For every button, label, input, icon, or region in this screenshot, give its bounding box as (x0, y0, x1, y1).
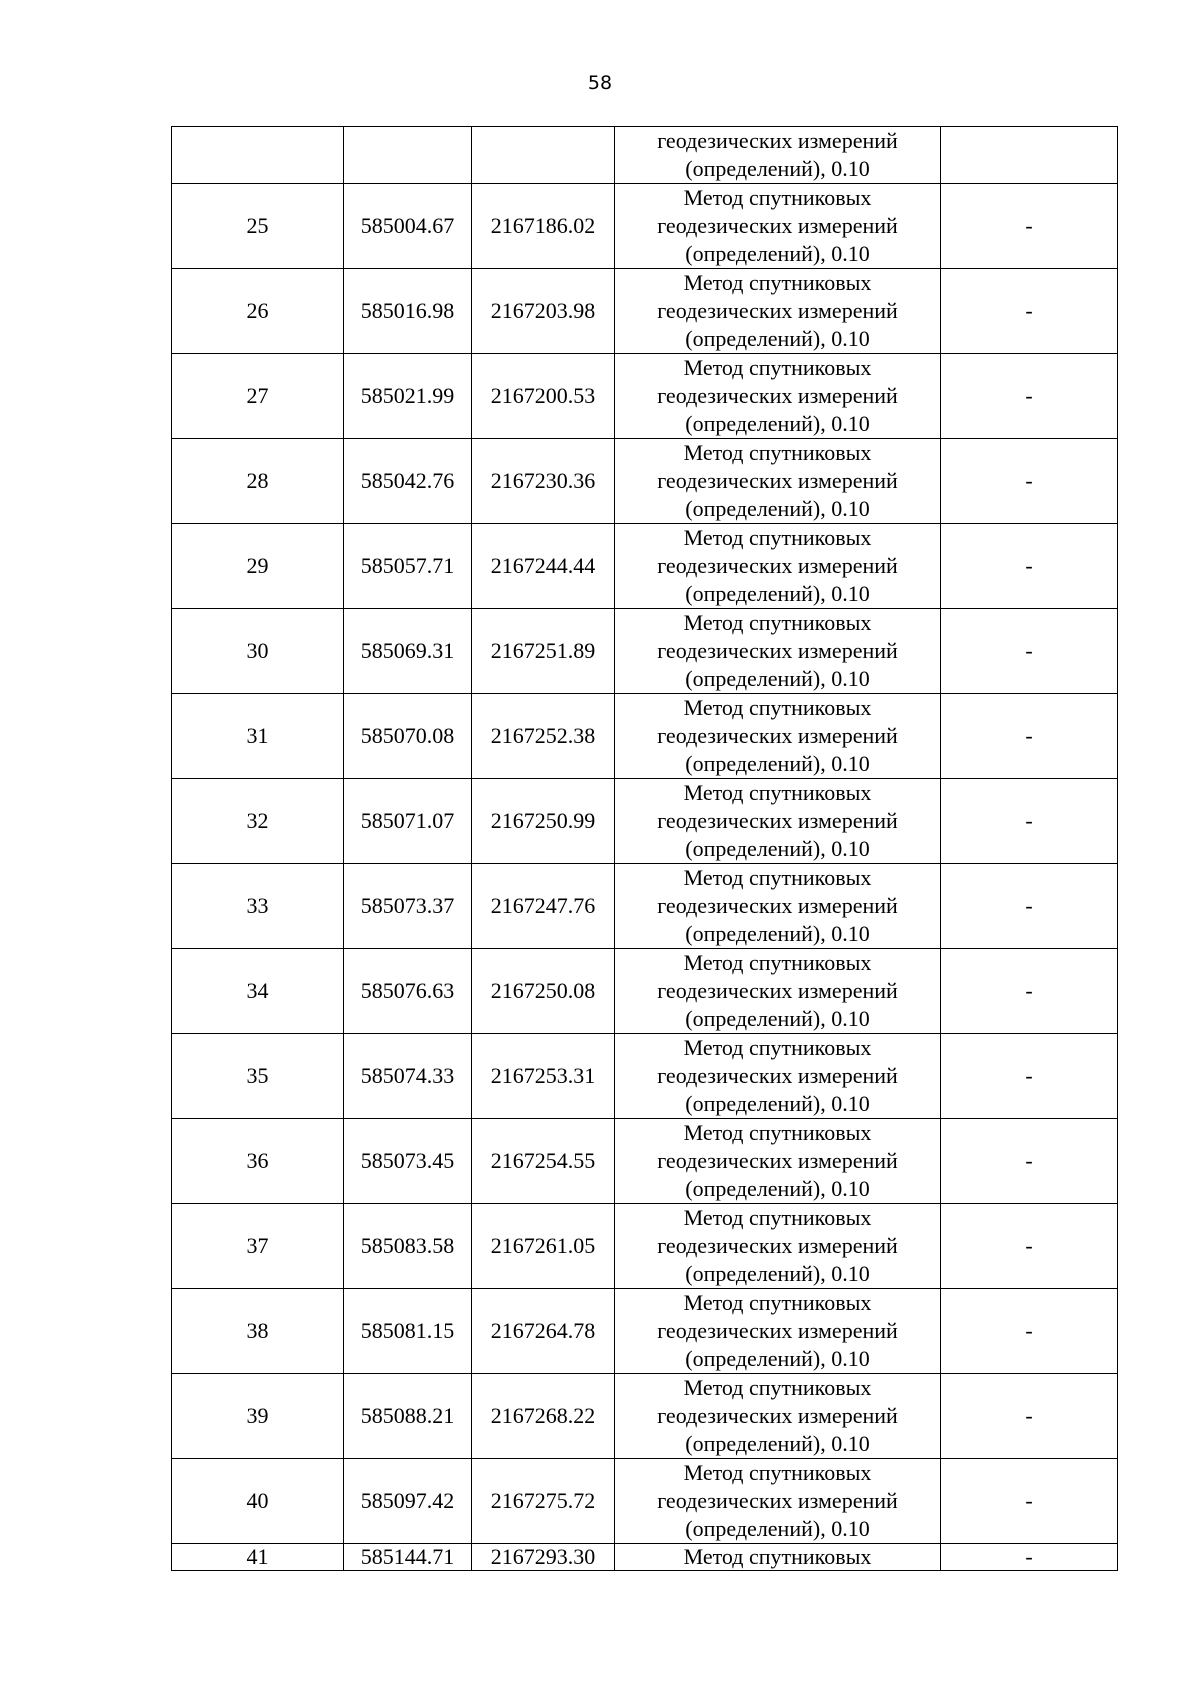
cell-method (615, 694, 941, 779)
cell-note: - (941, 439, 1118, 524)
cell-point-number: 37 (172, 1204, 344, 1289)
cell-x-empty (344, 127, 472, 184)
cell-x-coordinate: 585144.71 (344, 1544, 472, 1571)
method-line-1: Метод спутниковых (683, 780, 872, 805)
cell-note-empty (941, 127, 1118, 184)
table-row (172, 439, 1118, 524)
method-line-1: Метод спутниковых (683, 355, 872, 380)
method-line-3: (определений), 0.10 (685, 921, 870, 946)
cell-y-coordinate: 2167293.30 (472, 1544, 615, 1571)
cell-y-coordinate: 2167251.89 (472, 609, 615, 694)
table-row (172, 949, 1118, 1034)
method-line-1: Метод спутниковых (683, 1205, 872, 1230)
cell-y-coordinate: 2167200.53 (472, 354, 615, 439)
cell-note: - (941, 184, 1118, 269)
cell-x-coordinate: 585074.33 (344, 1034, 472, 1119)
method-line-1: Метод спутниковых (683, 950, 872, 975)
method-line-2: геодезических измерений (657, 808, 898, 833)
cell-x-coordinate: 585071.07 (344, 779, 472, 864)
cell-method (615, 864, 941, 949)
cell-x-coordinate: 585057.71 (344, 524, 472, 609)
method-line-3: (определений), 0.10 (685, 1431, 870, 1456)
method-line-2: геодезических измерений (657, 468, 898, 493)
cell-point-number: 30 (172, 609, 344, 694)
table-row (172, 269, 1118, 354)
cell-point-number: 40 (172, 1459, 344, 1544)
table-row (172, 524, 1118, 609)
cell-y-coordinate: 2167261.05 (472, 1204, 615, 1289)
table-row-continued (172, 127, 1118, 184)
method-line-3: (определений), 0.10 (685, 751, 870, 776)
cell-point-number: 26 (172, 269, 344, 354)
cell-x-coordinate: 585073.37 (344, 864, 472, 949)
table-row (172, 864, 1118, 949)
table-row (172, 184, 1118, 269)
cell-note: - (941, 694, 1118, 779)
method-line-1: Метод спутниковых (683, 525, 872, 550)
method-line-2: геодезических измерений (657, 638, 898, 663)
cell-y-coordinate: 2167244.44 (472, 524, 615, 609)
cell-point-number: 32 (172, 779, 344, 864)
method-line-2: геодезических измерений (657, 723, 898, 748)
cell-method (615, 1459, 941, 1544)
method-line-1: Метод спутниковых (683, 1120, 872, 1145)
cell-y-coordinate: 2167250.99 (472, 779, 615, 864)
method-line-1: Метод спутниковых (683, 440, 872, 465)
cell-x-coordinate: 585081.15 (344, 1289, 472, 1374)
cell-x-coordinate: 585004.67 (344, 184, 472, 269)
cell-y-coordinate: 2167275.72 (472, 1459, 615, 1544)
method-line-2: геодезических измерений (657, 1063, 898, 1088)
cell-note: - (941, 1374, 1118, 1459)
cell-point-number: 29 (172, 524, 344, 609)
cell-method (615, 779, 941, 864)
cell-method (615, 439, 941, 524)
cell-method (615, 609, 941, 694)
cell-method (615, 354, 941, 439)
method-line-2: геодезических измерений (657, 383, 898, 408)
cell-method (615, 184, 941, 269)
method-line-2: геодезических измерений (657, 1403, 898, 1428)
method-line-1: Метод спутниковых (683, 1290, 872, 1315)
cell-y-coordinate: 2167252.38 (472, 694, 615, 779)
cell-method (615, 1119, 941, 1204)
cell-method (615, 269, 941, 354)
method-line-2: геодезических измерений (657, 978, 898, 1003)
cell-x-coordinate: 585021.99 (344, 354, 472, 439)
cell-y-coordinate: 2167203.98 (472, 269, 615, 354)
cell-point-number: 25 (172, 184, 344, 269)
cell-x-coordinate: 585083.58 (344, 1204, 472, 1289)
coordinates-table (171, 126, 1118, 1571)
cell-point-number: 28 (172, 439, 344, 524)
cell-y-coordinate: 2167253.31 (472, 1034, 615, 1119)
method-line-1: Метод спутниковых (683, 1375, 872, 1400)
cell-note: - (941, 1289, 1118, 1374)
method-line-3: (определений), 0.10 (685, 1346, 870, 1371)
cell-method: Метод спутниковых (615, 1544, 941, 1571)
table-row (172, 354, 1118, 439)
cell-point-number: 38 (172, 1289, 344, 1374)
cell-y-coordinate: 2167250.08 (472, 949, 615, 1034)
cell-x-coordinate: 585069.31 (344, 609, 472, 694)
cell-note: - (941, 354, 1118, 439)
method-line-1: Метод спутниковых (683, 270, 872, 295)
method-line-2: геодезических измерений (657, 298, 898, 323)
method-line-3: (определений), 0.10 (685, 666, 870, 691)
cell-x-coordinate: 585070.08 (344, 694, 472, 779)
cell-x-coordinate: 585097.42 (344, 1459, 472, 1544)
method-line-3: (определений), 0.10 (685, 241, 870, 266)
method-line-1: Метод спутниковых (683, 185, 872, 210)
method-line-3: (определений), 0.10 (685, 1176, 870, 1201)
method-line-2: геодезических измерений (657, 213, 898, 238)
cell-method (615, 1204, 941, 1289)
method-line-1: Метод спутниковых (683, 695, 872, 720)
method-line-1: Метод спутниковых (683, 865, 872, 890)
method-line-3: (определений), 0.10 (685, 1006, 870, 1031)
coordinates-table-body (172, 127, 1118, 1571)
method-line-2: геодезических измерений (657, 1233, 898, 1258)
cell-method (615, 1374, 941, 1459)
cell-note: - (941, 609, 1118, 694)
cell-y-coordinate: 2167264.78 (472, 1289, 615, 1374)
cell-note: - (941, 949, 1118, 1034)
cell-y-coordinate: 2167186.02 (472, 184, 615, 269)
cell-method (615, 1289, 941, 1374)
method-line-3: (определений), 0.10 (685, 1261, 870, 1286)
method-line-1: Метод спутниковых (683, 610, 872, 635)
cell-point-number: 35 (172, 1034, 344, 1119)
method-line-3: (определений), 0.10 (685, 581, 870, 606)
method-line-2: геодезических измерений (657, 1148, 898, 1173)
method-line-3: (определений), 0.10 (685, 156, 870, 181)
cell-y-coordinate: 2167268.22 (472, 1374, 615, 1459)
cell-y-coordinate: 2167230.36 (472, 439, 615, 524)
cell-y-coordinate: 2167254.55 (472, 1119, 615, 1204)
cell-point-number: 39 (172, 1374, 344, 1459)
cell-method (615, 524, 941, 609)
method-line-3: (определений), 0.10 (685, 496, 870, 521)
cell-note: - (941, 524, 1118, 609)
cell-note: - (941, 1204, 1118, 1289)
cell-method (615, 949, 941, 1034)
table-row (172, 1204, 1118, 1289)
cell-note: - (941, 269, 1118, 354)
method-line-3: (определений), 0.10 (685, 411, 870, 436)
method-line-3: (определений), 0.10 (685, 326, 870, 351)
cell-note: - (941, 1544, 1118, 1571)
method-line-2: геодезических измерений (657, 128, 898, 153)
cell-method (615, 127, 941, 184)
cell-method (615, 1034, 941, 1119)
method-line-1: Метод спутниковых (683, 1035, 872, 1060)
table-row (172, 1459, 1118, 1544)
cell-x-coordinate: 585016.98 (344, 269, 472, 354)
cell-y-empty (472, 127, 615, 184)
method-line-3: (определений), 0.10 (685, 1091, 870, 1116)
cell-note: - (941, 1459, 1118, 1544)
table-row (172, 609, 1118, 694)
cell-x-coordinate: 585088.21 (344, 1374, 472, 1459)
table-row (172, 779, 1118, 864)
method-line-2: геодезических измерений (657, 1318, 898, 1343)
cell-point-number: 31 (172, 694, 344, 779)
cell-note: - (941, 1034, 1118, 1119)
table-row (172, 1289, 1118, 1374)
method-line-2: геодезических измерений (657, 1488, 898, 1513)
cell-point-number: 34 (172, 949, 344, 1034)
method-line-2: геодезических измерений (657, 893, 898, 918)
method-line-2: геодезических измерений (657, 553, 898, 578)
cell-y-coordinate: 2167247.76 (472, 864, 615, 949)
cell-point-number: 33 (172, 864, 344, 949)
cell-num-empty (172, 127, 344, 184)
method-line-3: (определений), 0.10 (685, 836, 870, 861)
table-row (172, 1374, 1118, 1459)
cell-note: - (941, 779, 1118, 864)
table-row (172, 694, 1118, 779)
cell-x-coordinate: 585042.76 (344, 439, 472, 524)
method-line-1: Метод спутниковых (683, 1460, 872, 1485)
cell-x-coordinate: 585076.63 (344, 949, 472, 1034)
cell-note: - (941, 1119, 1118, 1204)
table-row-partial (172, 1544, 1118, 1571)
method-line-3: (определений), 0.10 (685, 1516, 870, 1541)
page-number: 58 (587, 72, 613, 94)
cell-point-number: 41 (172, 1544, 344, 1571)
cell-note: - (941, 864, 1118, 949)
cell-x-coordinate: 585073.45 (344, 1119, 472, 1204)
cell-point-number: 27 (172, 354, 344, 439)
cell-point-number: 36 (172, 1119, 344, 1204)
table-row (172, 1034, 1118, 1119)
table-row (172, 1119, 1118, 1204)
